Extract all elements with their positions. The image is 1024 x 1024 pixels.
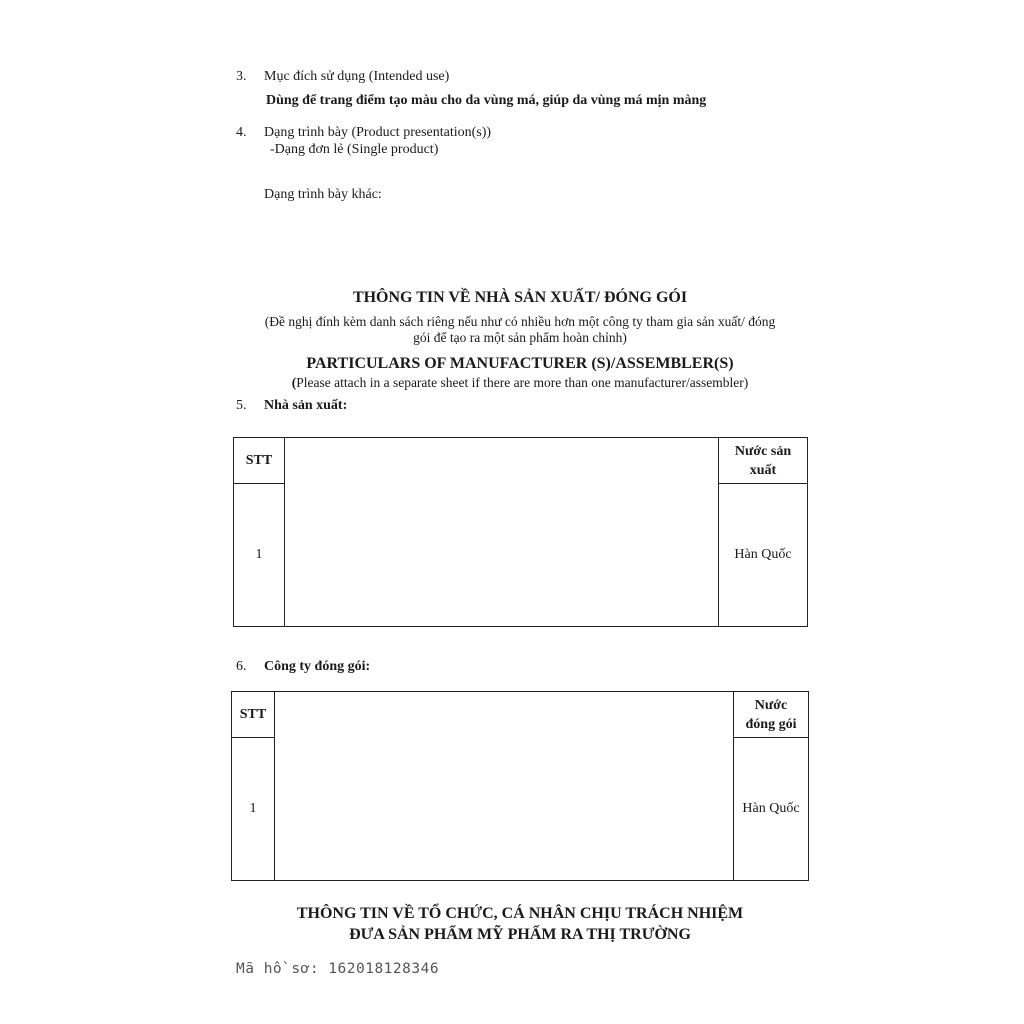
note-en-paren: (	[291, 375, 297, 390]
stt-cell: 1	[234, 484, 285, 627]
country-header-line2: đóng gói	[745, 716, 797, 732]
country-cell: Hàn Quốc	[719, 484, 808, 627]
section-5-number: 5.	[236, 398, 247, 413]
stt-header: STT	[234, 438, 285, 484]
stt-header: STT	[232, 692, 275, 738]
packer-label: Công ty đóng gói:	[264, 659, 371, 674]
packer-name-cell	[275, 692, 734, 881]
manufacturer-table	[233, 437, 808, 627]
section-4-number: 4.	[236, 125, 247, 140]
manufacturer-note-vi-1: (Đề nghị đính kèm danh sách riêng nếu như có nhiều hơn một công ty tham gia sản xuất/ đóng	[264, 314, 776, 329]
presentation-label: Dạng trình bày (Product presentation(s))	[264, 125, 492, 140]
country-header	[734, 692, 809, 738]
country-cell: Hàn Quốc	[734, 738, 809, 881]
manufacturer-title-vi: THÔNG TIN VỀ NHÀ SẢN XUẤT/ ĐÓNG GÓI	[352, 289, 688, 306]
country-header-line1: Nước	[754, 697, 788, 713]
packer-table	[231, 691, 809, 881]
manufacturer-name-cell	[285, 438, 719, 627]
responsible-title-line2: ĐƯA SẢN PHẨM MỸ PHẨM RA THỊ TRƯỜNG	[349, 926, 691, 943]
other-presentation-label: Dạng trình bày khác:	[264, 187, 382, 202]
intended-use-label: Mục đích sử dụng (Intended use)	[264, 69, 450, 84]
intended-use-value: Dùng để trang điểm tạo màu cho da vùng má, giúp da vùng má mịn màng	[266, 93, 707, 108]
responsible-title-line1: THÔNG TIN VỀ TỔ CHỨC, CÁ NHÂN CHỊU TRÁCH NHIỆM	[296, 905, 744, 922]
stt-cell: 1	[232, 738, 275, 881]
note-en-text: Please attach in a separate sheet if there are more than one manufacturer/assembler)	[296, 375, 749, 390]
manufacturer-note-vi-2: gói để tạo ra một sản phẩm hoàn chỉnh)	[413, 330, 627, 345]
manufacturer-title-en: PARTICULARS OF MANUFACTURER (S)/ASSEMBLER(S)	[306, 355, 734, 372]
country-header-line1: Nước sản	[734, 443, 792, 459]
file-code: Mã hồ sơ: 162018128346	[236, 961, 440, 977]
country-header-line2: xuất	[749, 462, 777, 478]
section-3-number: 3.	[236, 69, 247, 84]
section-6-number: 6.	[236, 659, 247, 674]
country-header	[719, 438, 808, 484]
manufacturer-note-en	[200, 374, 840, 391]
presentation-value: -Dạng đơn lẻ (Single product)	[270, 142, 439, 157]
manufacturer-label: Nhà sản xuất:	[264, 398, 348, 413]
